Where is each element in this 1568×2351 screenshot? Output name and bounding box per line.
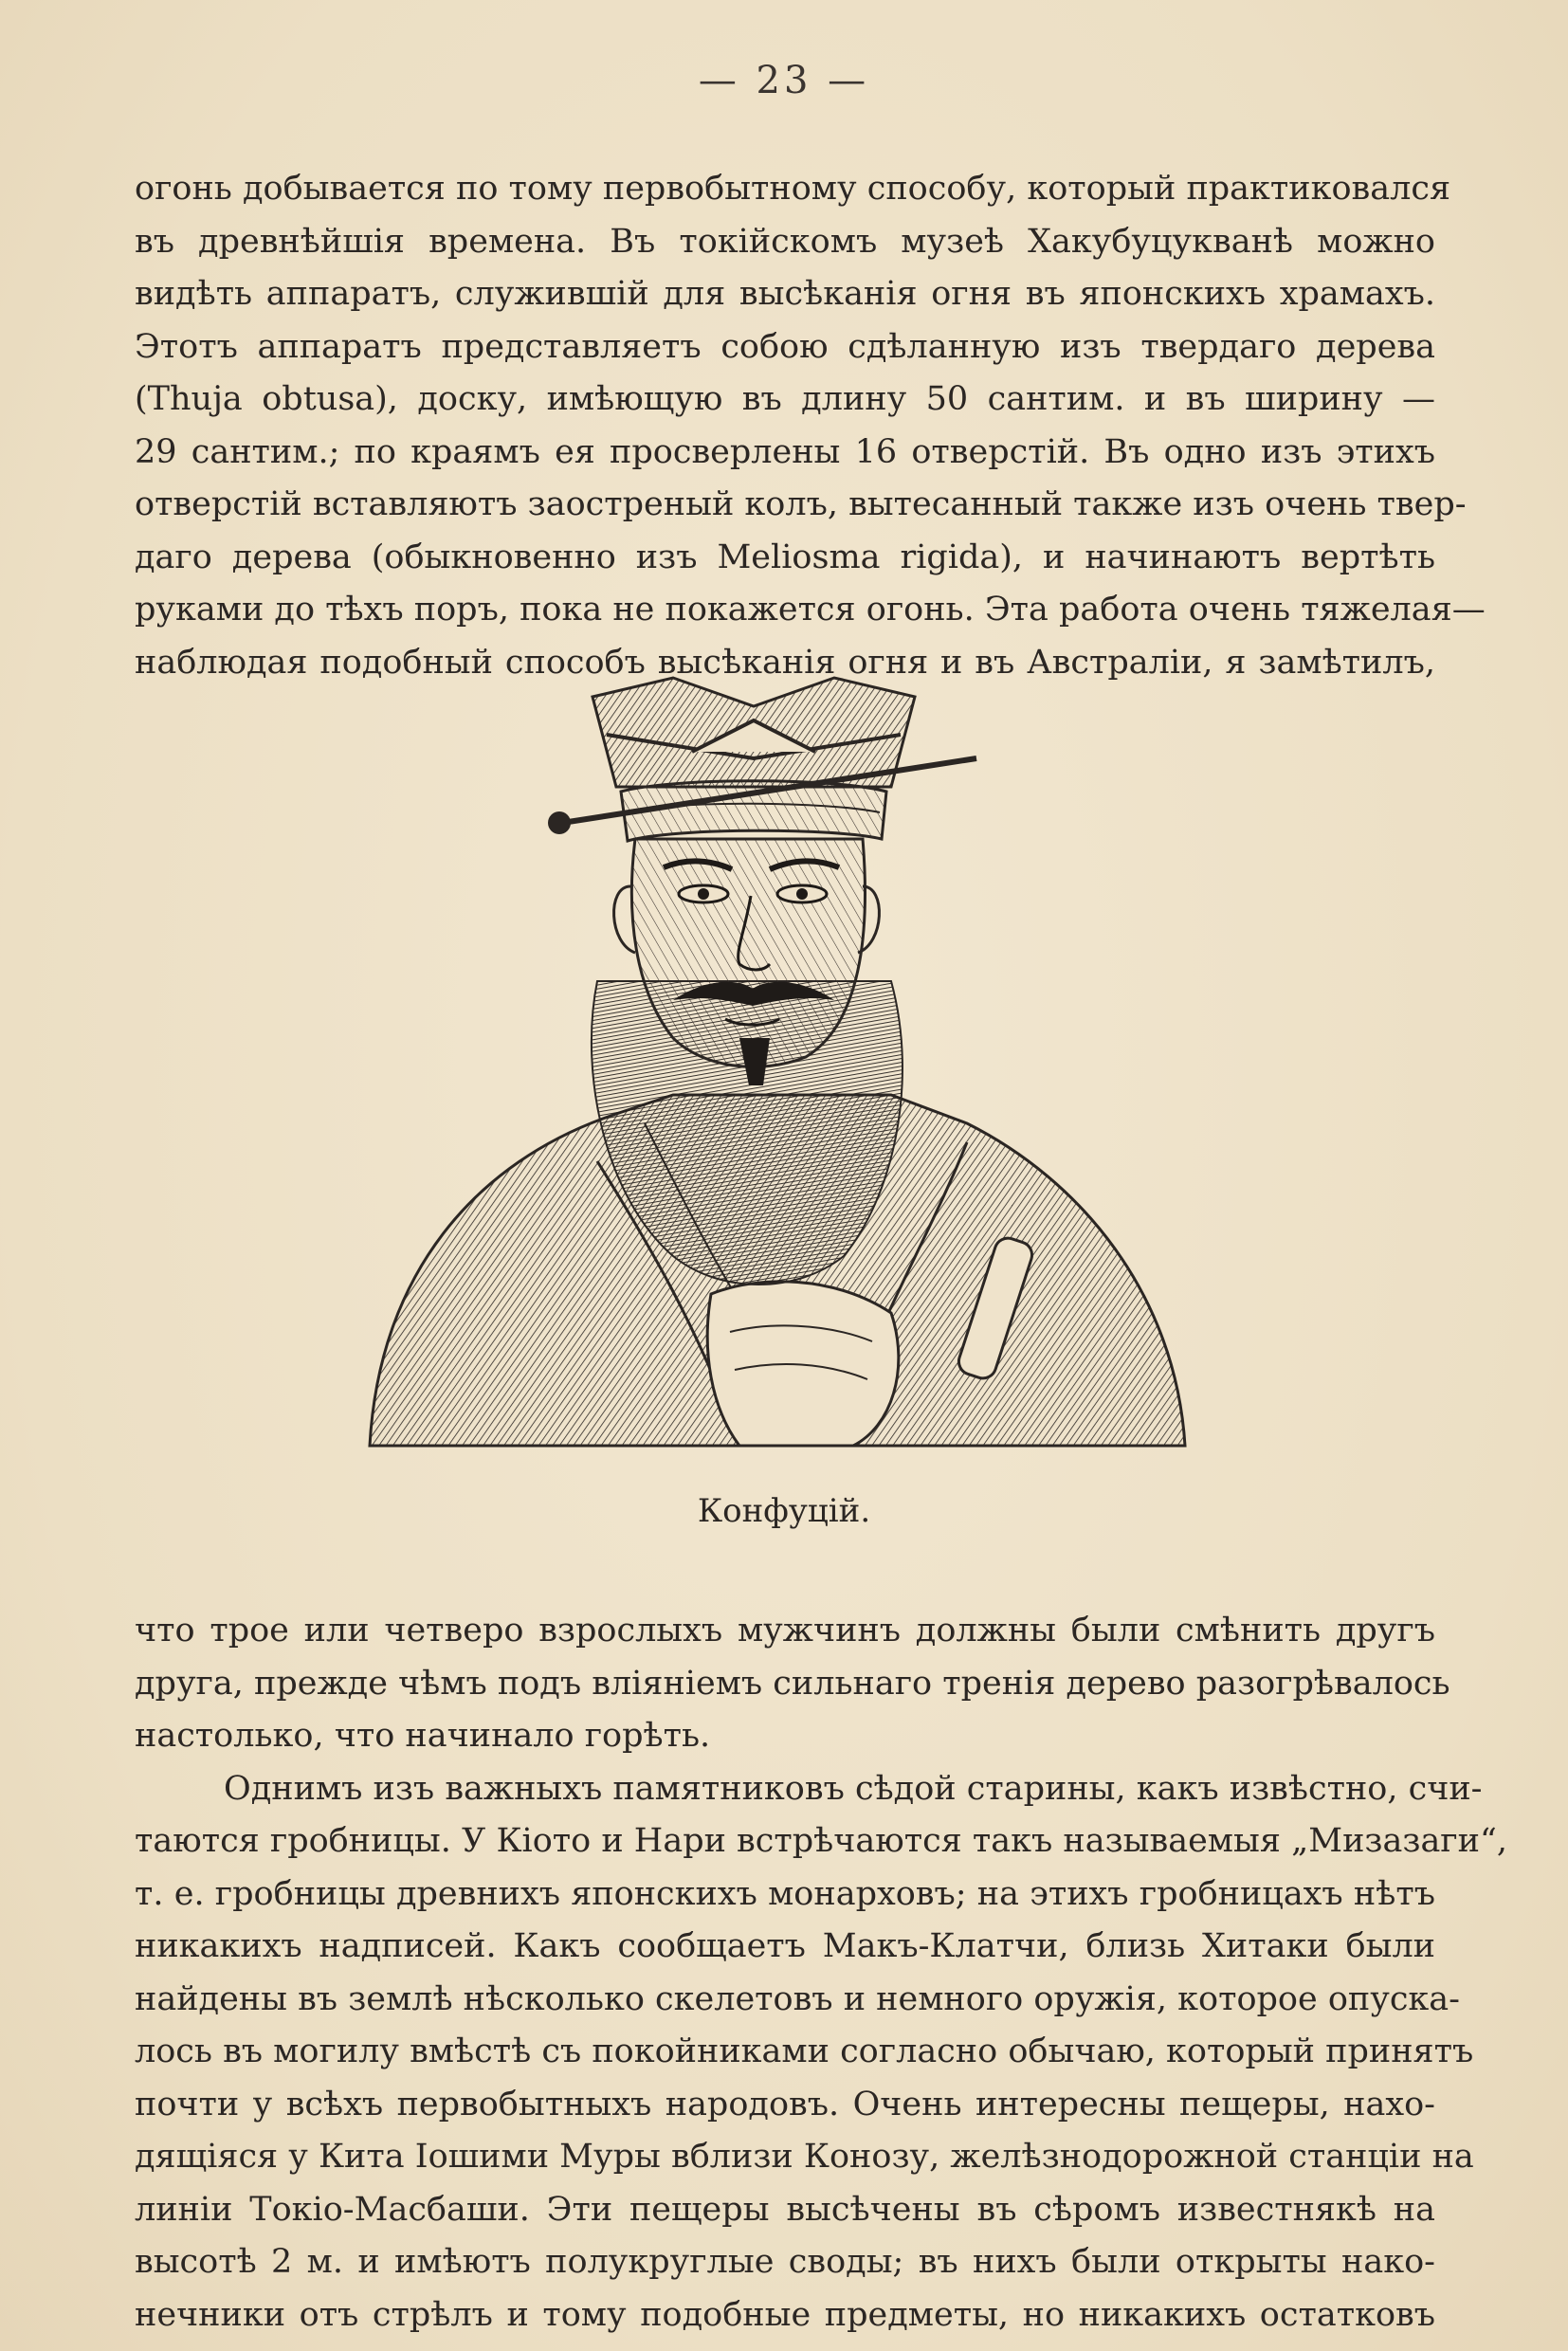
text-line: Этотъ аппаратъ представляетъ собою сдѣланную изъ твердаго дерева	[135, 327, 1435, 366]
paragraph-tombs	[135, 1605, 1507, 2342]
text-line: отверстій вставляютъ заостреный колъ, вытесанный также изъ очень твер-	[135, 485, 1467, 523]
text-line: нечники отъ стрѣлъ и тому подобные предметы, но никакихъ остатковъ	[135, 2295, 1435, 2334]
text-line: линіи Токіо-Масбаши. Эти пещеры высѣчены въ сѣромъ известнякѣ на	[135, 2190, 1435, 2229]
text-line: даго дерева (обыкновенно изъ Meliosma rigida), и начинаютъ вертѣть	[135, 538, 1435, 576]
text-line: огонь добывается по тому первобытному способу, который практиковался	[135, 170, 1451, 208]
text-line: въ древнѣйшія времена. Въ токійскомъ музеѣ Хакубуцукванѣ можно	[135, 222, 1435, 261]
text-line: настолько, что начинало горѣть.	[135, 1717, 711, 1755]
text-line: никакихъ надписей. Какъ сообщаетъ Макъ-Клатчи, близь Хитаки были	[135, 1927, 1435, 1965]
confucius-portrait	[360, 668, 1194, 1455]
figure-caption: Конфуцій.	[697, 1492, 871, 1530]
text-line: руками до тѣхъ поръ, пока не покажется огонь. Эта работа очень тяжелая—	[135, 591, 1486, 629]
paragraph-fire-making	[135, 163, 1486, 689]
text-line: найдены въ землѣ нѣсколько скелетовъ и немного оружія, которое опуска-	[135, 1979, 1461, 2018]
text-line: друга, прежде чѣмъ подъ вліяніемъ сильнаго тренія дерево разогрѣвалось	[135, 1664, 1450, 1703]
text-line: т. е. гробницы древнихъ японскихъ монарховъ; на этихъ гробницахъ нѣтъ	[135, 1874, 1435, 1913]
text-line: лось въ могилу вмѣстѣ съ покойниками согласно обычаю, который принятъ	[135, 2032, 1474, 2070]
text-line: что трое или четверо взрослыхъ мужчинъ должны были смѣнить другъ	[135, 1612, 1435, 1649]
text-line: видѣть аппаратъ, служившій для высѣканія огня въ японскихъ храмахъ.	[135, 275, 1435, 313]
page-number: — 23 —	[698, 59, 870, 102]
text-line: таются гробницы. У Кіото и Нари встрѣчаются такъ называемыя „Мизазаги“,	[135, 1822, 1507, 1860]
text-line: почти у всѣхъ первобытныхъ народовъ. Очень интересны пещеры, нахо-	[135, 2085, 1435, 2123]
text-line: Однимъ изъ важныхъ памятниковъ сѣдой старины, какъ извѣстно, счи-	[224, 1769, 1483, 1808]
text-line: дящіяся у Кита Іошими Муры вблизи Конозу, желѣзнодорожной станціи на	[135, 2138, 1474, 2176]
text-line: наблюдая подобный способъ высѣканія огня и въ Австраліи, я замѣтилъ,	[135, 643, 1435, 682]
text-line: 29 сантим.; по краямъ ея просверлены 16 отверстій. Въ одно изъ этихъ	[135, 432, 1435, 471]
text-line: высотѣ 2 м. и имѣютъ полукруглые своды; въ нихъ были открыты нако-	[135, 2243, 1435, 2281]
text-line: (Thuja obtusa), доску, имѣющую въ длину 50 сантим. и въ ширину —	[135, 380, 1435, 418]
